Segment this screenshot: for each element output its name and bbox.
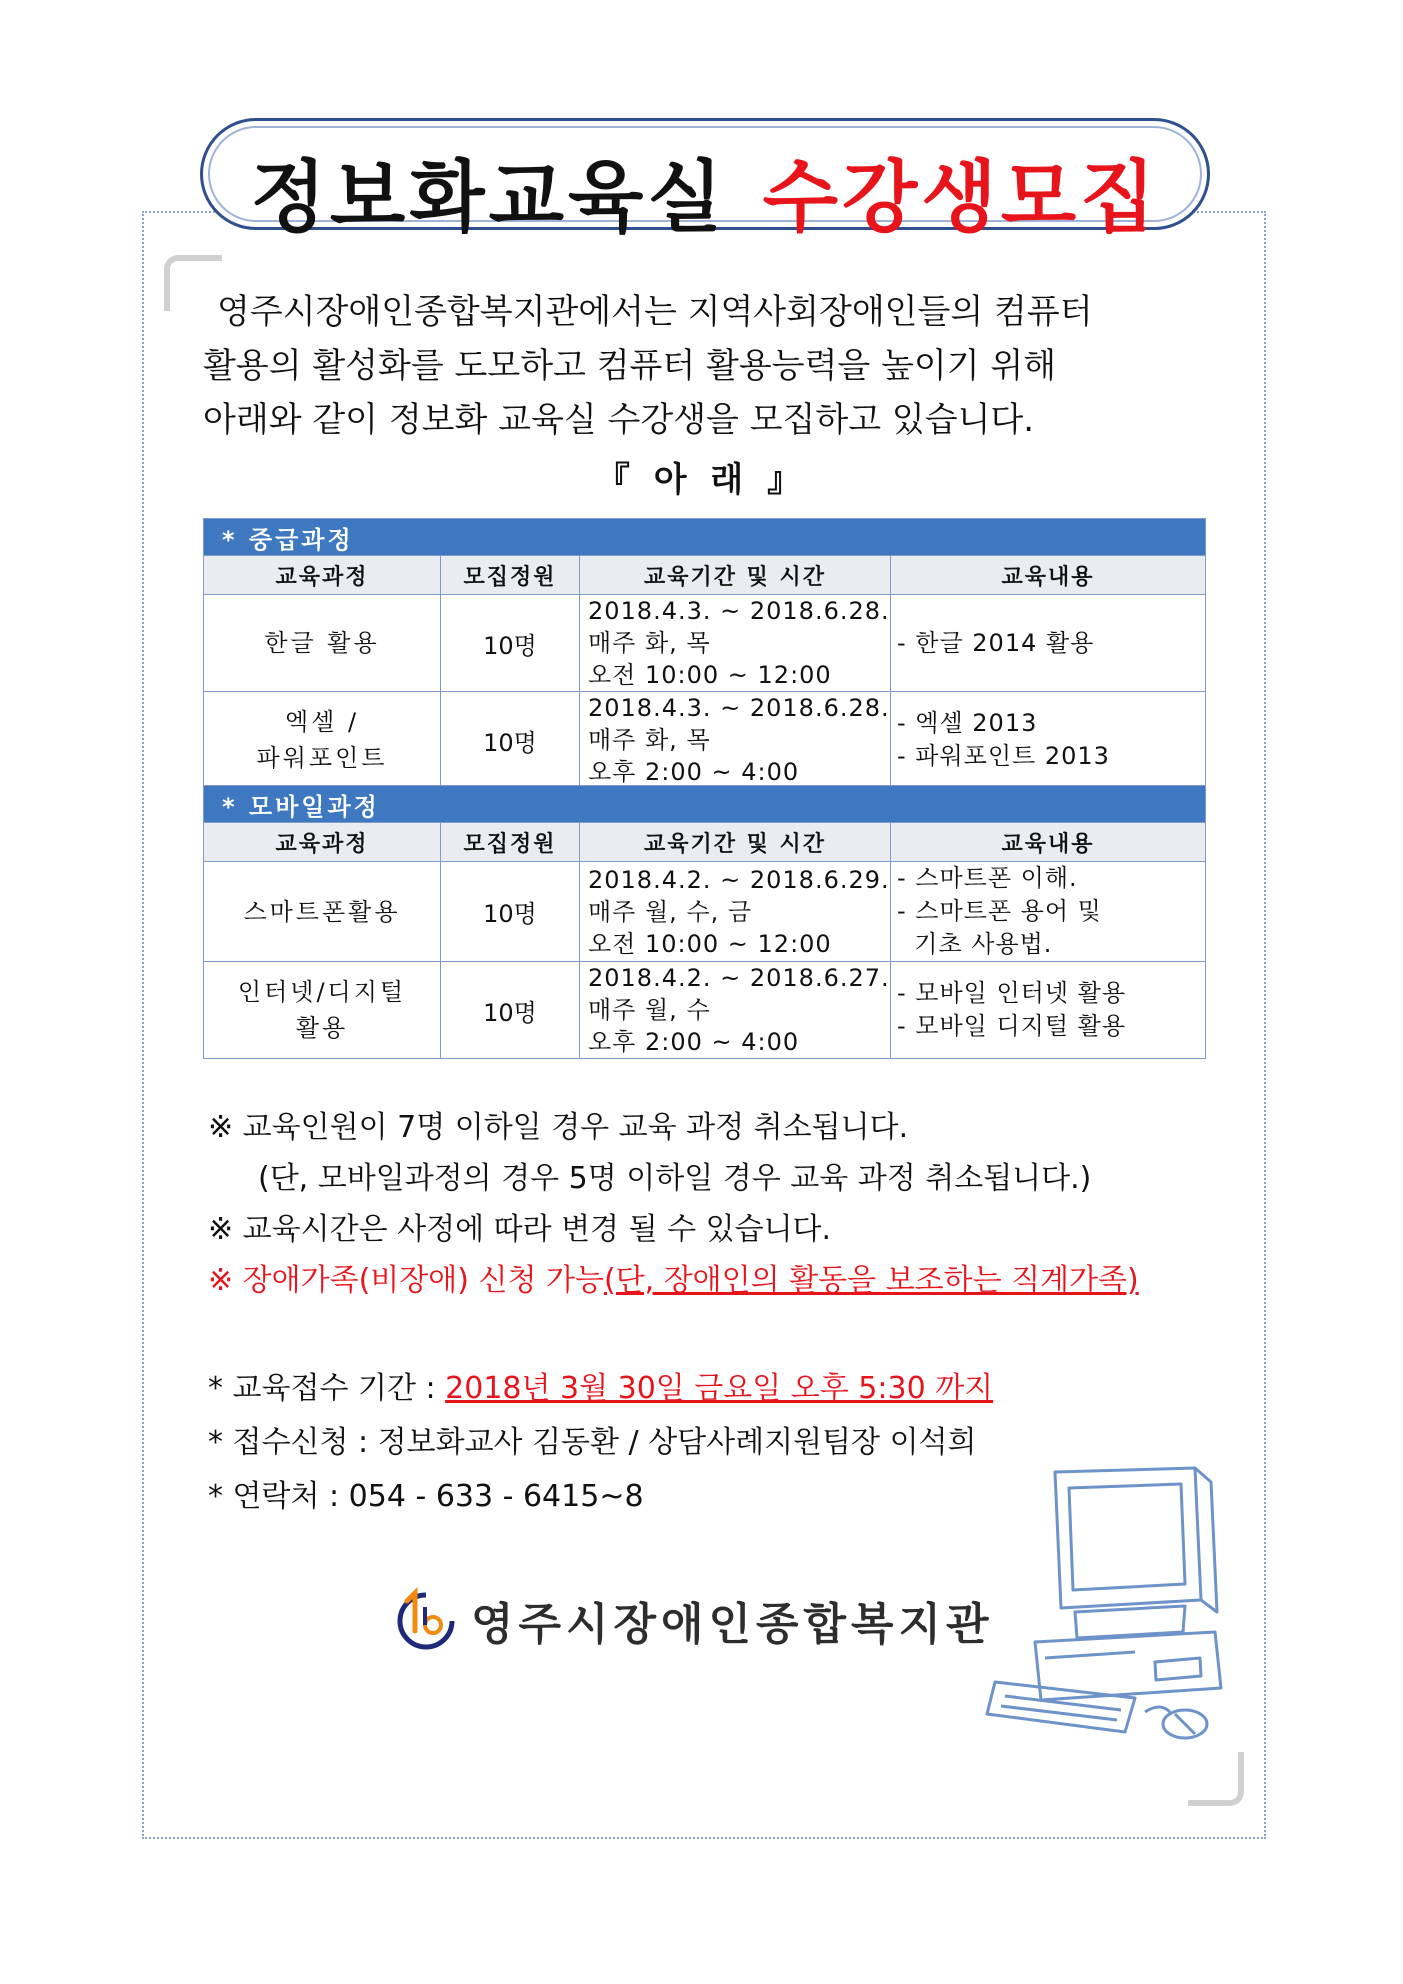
course-name: 엑셀 / 파워포인트: [204, 692, 441, 789]
application-info: [208, 1362, 993, 1524]
organization-logo: [393, 1585, 994, 1655]
organization-name: 영주시장애인종합복지관: [471, 1599, 994, 1650]
course-capacity: 10명: [441, 692, 580, 789]
column-header: 교육과정: [204, 556, 441, 595]
note-family: ※ 장애가족(비장애) 신청 가능(단, 장애인의 활동을 보조하는 직계가족): [208, 1263, 1139, 1298]
course-content: - 모바일 인터넷 활용 - 모바일 디지털 활용: [891, 962, 1206, 1059]
column-header: 교육기간 및 시간: [580, 823, 891, 862]
page-title: [203, 135, 1207, 247]
table-row: [204, 962, 1206, 1059]
info-contact: * 연락처 : 054 - 633 - 6415~8: [208, 1479, 644, 1514]
intro-line: 활용의 활성화를 도모하고 컴퓨터 활용능력을 높이기 위해: [203, 346, 1057, 386]
column-header: 모집정원: [441, 823, 580, 862]
section-heading: * 중급과정: [204, 519, 1206, 556]
course-period: 2018.4.3. ~ 2018.6.28. 매주 화, 목 오전 10:00 ~ 12:00: [580, 595, 891, 692]
course-name: 스마트폰활용: [204, 862, 441, 962]
table-row: [204, 862, 1206, 962]
computer-illustration-icon: [985, 1462, 1225, 1762]
intermediate-course-table: [203, 518, 1206, 789]
title-banner: [200, 118, 1210, 243]
course-period: 2018.4.3. ~ 2018.6.28. 매주 화, 목 오후 2:00 ~ 4:00: [580, 692, 891, 789]
title-main: 정보화교육실: [250, 153, 727, 243]
intro-line: 영주시장애인종합복지관에서는 지역사회장애인들의 컴퓨터: [217, 292, 1093, 332]
course-content: - 스마트폰 이해. - 스마트폰 용어 및 기초 사용법.: [891, 862, 1206, 962]
welfare-center-logo-icon: [393, 1587, 459, 1653]
course-name: 인터넷/디지털 활용: [204, 962, 441, 1059]
course-content: - 엑셀 2013 - 파워포인트 2013: [891, 692, 1206, 789]
section-heading: * 모바일과정: [204, 786, 1206, 823]
course-period: 2018.4.2. ~ 2018.6.27. 매주 월, 수 오후 2:00 ~ 4:00: [580, 962, 891, 1059]
course-period: 2018.4.2. ~ 2018.6.29. 매주 월, 수, 금 오전 10:00 ~ 12:00: [580, 862, 891, 962]
info-period-value: 2018년 3월 30일 금요일 오후 5:30 까지: [445, 1371, 994, 1406]
intro-line: 아래와 같이 정보화 교육실 수강생을 모집하고 있습니다.: [203, 400, 1035, 440]
notes: [208, 1102, 1139, 1306]
column-header: 교육내용: [891, 823, 1206, 862]
mobile-course-table: [203, 785, 1206, 1059]
info-apply: * 접수신청 : 정보화교사 김동환 / 상담사례지원팀장 이석희: [208, 1425, 977, 1460]
course-content: - 한글 2014 활용: [891, 595, 1206, 692]
column-header: 교육과정: [204, 823, 441, 862]
column-header: 교육내용: [891, 556, 1206, 595]
course-capacity: 10명: [441, 595, 580, 692]
note-cancel-mobile: (단, 모바일과정의 경우 5명 이하일 경우 교육 과정 취소됩니다.): [258, 1161, 1092, 1196]
course-capacity: 10명: [441, 862, 580, 962]
section-marker: 『 아 래 』: [595, 460, 808, 500]
table-row: [204, 692, 1206, 789]
info-period: * 교육접수 기간 : 2018년 3월 30일 금요일 오후 5:30 까지: [208, 1371, 994, 1406]
intro-paragraph: [203, 285, 1203, 447]
note-schedule-change: ※ 교육시간은 사정에 따라 변경 될 수 있습니다.: [208, 1212, 832, 1247]
column-header: 모집정원: [441, 556, 580, 595]
column-header: 교육기간 및 시간: [580, 556, 891, 595]
course-capacity: 10명: [441, 962, 580, 1059]
course-name: 한글 활용: [204, 595, 441, 692]
note-cancel: ※ 교육인원이 7명 이하일 경우 교육 과정 취소됩니다.: [208, 1110, 909, 1145]
title-highlight: 수강생모집: [762, 153, 1160, 243]
table-row: [204, 595, 1206, 692]
